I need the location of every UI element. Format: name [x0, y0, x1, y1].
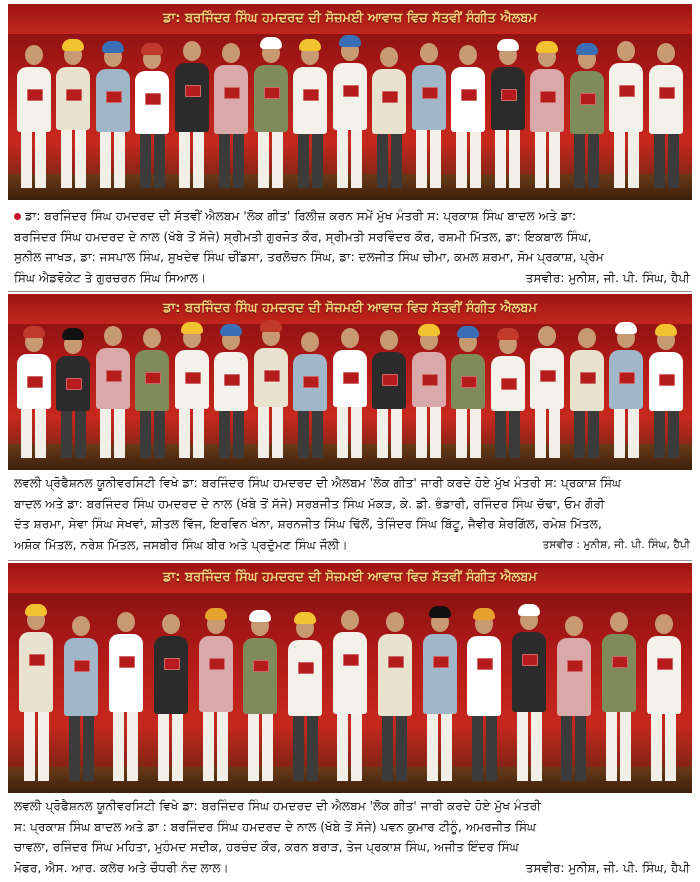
- event-photo-2: [8, 294, 692, 470]
- album-cd-icon: [264, 370, 280, 382]
- person-figure: [292, 45, 328, 188]
- album-cd-icon: [659, 87, 675, 99]
- person-figure: [371, 330, 407, 458]
- stage-banner: ਡਾ: ਬਰਜਿੰਦਰ ਸਿੰਘ ਹਮਦਰਦ ਦੀ ਸੋਜ਼ਮਈ ਆਵਾਜ਼ ਵਿਚ ਸੱਤਵੀਂ ਸੰਗੀਤ ਐਲਬਮ: [8, 294, 692, 324]
- album-cd-icon: [185, 372, 201, 384]
- person-figure: [569, 49, 605, 188]
- person-figure: [377, 612, 413, 781]
- album-cd-icon: [74, 660, 90, 672]
- album-cd-icon: [264, 87, 280, 99]
- photo-caption-3: [14, 796, 690, 878]
- album-cd-icon: [382, 374, 398, 386]
- album-cd-icon: [27, 376, 43, 388]
- album-cd-icon: [422, 374, 438, 386]
- person-figure: [490, 334, 526, 458]
- caption-line: ਸੁਨੀਲ ਜਾਖੜ, ਡਾ: ਜਸਪਾਲ ਸਿੰਘ, ਸੁਖਦੇਵ ਸਿੰਘ ਚੀਂਡਸਾ, ਤਰਲੋਚਨ ਸਿੰਘ, ਡਾ: ਦਲਜੀਤ ਸਿੰਘ ਚੀਮਾ, ਕਮਲ ਸ਼ਰਮਾ, ਸੋਮ ਪ੍ਰਕਾਸ਼, ਪ੍ਰੇਮ: [14, 250, 604, 264]
- person-figure: [422, 612, 458, 781]
- person-figure: [18, 610, 54, 781]
- person-figure: [95, 47, 131, 188]
- album-cd-icon: [388, 656, 404, 668]
- caption-line: ਲਵਲੀ ਪ੍ਰੋਫੈਸ਼ਨਲ ਯੂਨੀਵਰਸਿਟੀ ਵਿਖੇ ਡਾ: ਬਰਜਿੰਦਰ ਸਿੰਘ ਹਮਦਰਦ ਦੀ ਐਲਬਮ 'ਲੋਕ ਗੀਤ' ਜਾਰੀ ਕਰਦੇ ਹੋਏ ਮੁੱਖ ਮੰਤਰੀ: [14, 799, 541, 813]
- person-figure: [16, 332, 52, 458]
- person-figure: [608, 41, 644, 188]
- divider: [8, 291, 692, 292]
- people-group: [8, 610, 692, 781]
- person-figure: [253, 43, 289, 188]
- person-figure: [648, 43, 684, 188]
- person-figure: [529, 326, 565, 458]
- album-cd-icon: [164, 658, 180, 670]
- person-figure: [198, 614, 234, 781]
- event-photo-1: [8, 4, 692, 200]
- album-cd-icon: [501, 89, 517, 101]
- person-figure: [213, 43, 249, 188]
- album-cd-icon: [461, 376, 477, 388]
- album-cd-icon: [540, 370, 556, 382]
- album-cd-icon: [145, 372, 161, 384]
- album-cd-icon: [224, 87, 240, 99]
- album-cd-icon: [580, 93, 596, 105]
- person-figure: [371, 47, 407, 188]
- person-figure: [253, 326, 289, 458]
- photo-credit: ਤਸਵੀਰ: ਮੁਨੀਸ਼, ਜੀ. ਪੀ. ਸਿੰਘ, ਹੈਪੀ: [525, 860, 690, 875]
- caption-line: ਲਵਲੀ ਪ੍ਰੋਫੈਸ਼ਨਲ ਯੂਨੀਵਰਸਿਟੀ ਵਿਖੇ ਡਾ: ਬਰਜਿੰਦਰ ਸਿੰਘ ਹਮਦਰਦ ਦੀ ਐਲਬਮ 'ਲੋਕ ਗੀਤ' ਜਾਰੀ ਕਰਦੇ ਹੋਏ ਮੁੱਖ ਮੰਤਰੀ ਸ: ਪ੍ਰਕਾਸ਼ ਸਿੰਘ: [14, 476, 622, 490]
- caption-line: ਦੱਤ ਸ਼ਰਮਾ, ਸੇਵਾ ਸਿੰਘ ਸੇਖਵਾਂ, ਸ਼ੀਤਲ ਵਿੱਜ, ਇਰਵਿਨ ਖੰਨਾ, ਸ਼ਰਨਜੀਤ ਸਿੰਘ ਢਿੱਲੋਂ, ਤੇਜਿੰਦਰ ਸਿੰਘ ਬਿੱਟੂ, ਜੈਵੀਰ ਸ਼ੇਰਗਿੱਲ, ਰਮੇਸ਼ ਮਿੱਤਲ,: [14, 517, 602, 531]
- album-cd-icon: [185, 85, 201, 97]
- person-figure: [108, 612, 144, 781]
- event-photo-3: [8, 563, 692, 793]
- album-cd-icon: [27, 89, 43, 101]
- person-figure: [242, 616, 278, 781]
- caption-line: ਸਿੰਘ ਐਡਵੋਕੇਟ ਤੇ ਗੁਰਚਰਨ ਸਿੰਘ ਸਿਆਲ। ਤਸਵੀਰ: ਮੁਨੀਸ਼, ਜੀ. ਪੀ. ਸਿੰਘ, ਹੈਪੀ: [14, 268, 690, 289]
- album-cd-icon: [298, 662, 314, 674]
- album-cd-icon: [106, 91, 122, 103]
- person-figure: [134, 328, 170, 458]
- album-cd-icon: [382, 91, 398, 103]
- album-cd-icon: [343, 654, 359, 666]
- album-cd-icon: [567, 660, 583, 672]
- person-figure: [292, 332, 328, 458]
- album-cd-icon: [540, 91, 556, 103]
- person-figure: [332, 610, 368, 781]
- divider: [8, 560, 692, 561]
- album-cd-icon: [253, 660, 269, 672]
- album-cd-icon: [422, 87, 438, 99]
- album-cd-icon: [657, 658, 673, 670]
- person-figure: [556, 616, 592, 781]
- photo-caption-2: [14, 473, 690, 555]
- album-cd-icon: [612, 656, 628, 668]
- person-figure: [569, 328, 605, 458]
- album-cd-icon: [522, 654, 538, 666]
- album-cd-icon: [209, 658, 225, 670]
- photo-credit: ਤਸਵੀਰ : ਮੁਨੀਸ਼, ਜੀ. ਪੀ. ਸਿੰਘ, ਹੈਪੀ: [542, 538, 690, 551]
- person-figure: [55, 45, 91, 188]
- album-cd-icon: [145, 93, 161, 105]
- person-figure: [511, 610, 547, 781]
- person-figure: [174, 41, 210, 188]
- person-figure: [287, 618, 323, 781]
- person-figure: [174, 328, 210, 458]
- album-cd-icon: [477, 658, 493, 670]
- bullet-icon: [14, 213, 21, 220]
- person-figure: [466, 614, 502, 781]
- person-figure: [601, 612, 637, 781]
- photo-caption-1: [14, 206, 690, 288]
- person-figure: [153, 614, 189, 781]
- caption-line: ਚਾਵਲਾ, ਰਜਿੰਦਰ ਸਿੰਘ ਮਹਿਤਾ, ਮੁਹੰਮਦ ਸਦੀਕ, ਹਰਚੰਦ ਕੌਰ, ਕਰਨ ਬਰਾੜ, ਤੇਜ ਪ੍ਰਕਾਸ਼ ਸਿੰਘ, ਅਜੀਤ ਇੰਦਰ ਸਿੰਘ: [14, 840, 519, 854]
- album-cd-icon: [343, 372, 359, 384]
- person-figure: [608, 328, 644, 458]
- album-cd-icon: [224, 374, 240, 386]
- person-figure: [529, 47, 565, 188]
- person-figure: [411, 43, 447, 188]
- person-figure: [63, 616, 99, 781]
- person-figure: [450, 332, 486, 458]
- album-cd-icon: [106, 370, 122, 382]
- album-cd-icon: [29, 654, 45, 666]
- person-figure: [332, 328, 368, 458]
- person-figure: [411, 330, 447, 458]
- album-cd-icon: [501, 378, 517, 390]
- photo-credit: ਤਸਵੀਰ: ਮੁਨੀਸ਼, ਜੀ. ਪੀ. ਸਿੰਘ, ਹੈਪੀ: [525, 270, 690, 285]
- album-cd-icon: [619, 85, 635, 97]
- person-figure: [450, 45, 486, 188]
- album-cd-icon: [433, 656, 449, 668]
- album-cd-icon: [659, 374, 675, 386]
- person-figure: [134, 49, 170, 188]
- person-figure: [646, 614, 682, 781]
- album-cd-icon: [343, 85, 359, 97]
- caption-line: ਬਾਦਲ ਅਤੇ ਡਾ: ਬਰਜਿੰਦਰ ਸਿੰਘ ਹਮਦਰਦ ਦੇ ਨਾਲ (ਖੱਬੇ ਤੋਂ ਸੱਜੇ) ਸਰਬਜੀਤ ਸਿੰਘ ਮੱਕੜ, ਕੇ. ਡੀ. ਭੰਡਾਰੀ, ਰਜਿੰਦਰ ਸਿੰਘ ਚੱਢਾ, ਓਮ ਗੌਰੀ: [14, 496, 605, 511]
- caption-line: ਅਸ਼ੋਕ ਮਿੱਤਲ, ਨਰੇਸ਼ ਮਿੱਤਲ, ਜਸਬੀਰ ਸਿੰਘ ਬੀਰ ਅਤੇ ਪ੍ਰਦੁੱਮਣ ਸਿੰਘ ਜੌਲੀ। ਤਸਵੀਰ : ਮੁਨੀਸ਼, ਜੀ. ਪੀ. ਸਿੰਘ, ਹੈਪੀ: [14, 535, 690, 556]
- caption-line: ਡਾ: ਬਰਜਿੰਦਰ ਸਿੰਘ ਹਮਦਰਦ ਦੀ ਸੱਤਵੀਂ ਐਲਬਮ 'ਲੋਕ ਗੀਤ' ਰਿਲੀਜ਼ ਕਰਨ ਸਮੇਂ ਮੁੱਖ ਮੰਤਰੀ ਸ: ਪ੍ਰਕਾਸ਼ ਸਿੰਘ ਬਾਦਲ ਅਤੇ ਡਾ:: [14, 206, 690, 227]
- person-figure: [332, 41, 368, 188]
- album-cd-icon: [619, 372, 635, 384]
- album-cd-icon: [461, 89, 477, 101]
- person-figure: [55, 334, 91, 458]
- people-group: [8, 41, 692, 188]
- person-figure: [490, 45, 526, 188]
- people-group: [8, 326, 692, 458]
- person-figure: [95, 326, 131, 458]
- caption-line: ਸ: ਪ੍ਰਕਾਸ਼ ਸਿੰਘ ਬਾਦਲ ਅਤੇ ਡਾ : ਬਰਜਿੰਦਰ ਸਿੰਘ ਹਮਦਰਦ ਦੇ ਨਾਲ (ਖੱਬੇ ਤੋਂ ਸੱਜੇ) ਪਵਨ ਕੁਮਾਰ ਟੀਨੂੰ, ਅਮਰਜੀਤ ਸਿੰਘ: [14, 819, 537, 834]
- person-figure: [213, 330, 249, 458]
- album-cd-icon: [119, 656, 135, 668]
- person-figure: [648, 330, 684, 458]
- stage-banner: ਡਾ: ਬਰਜਿੰਦਰ ਸਿੰਘ ਹਮਦਰਦ ਦੀ ਸੋਜ਼ਮਈ ਆਵਾਜ਼ ਵਿਚ ਸੱਤਵੀਂ ਸੰਗੀਤ ਐਲਬਮ: [8, 563, 692, 593]
- caption-line: ਮੋਫਰ, ਐਸ. ਆਰ. ਕਲੇਰ ਅਤੇ ਚੌਧਰੀ ਨੰਦ ਲਾਲ। ਤਸਵੀਰ: ਮੁਨੀਸ਼, ਜੀ. ਪੀ. ਸਿੰਘ, ਹੈਪੀ: [14, 858, 690, 879]
- person-figure: [16, 45, 52, 188]
- album-cd-icon: [303, 376, 319, 388]
- album-cd-icon: [66, 89, 82, 101]
- album-cd-icon: [580, 372, 596, 384]
- album-cd-icon: [66, 378, 82, 390]
- caption-line: ਬਰਜਿੰਦਰ ਸਿੰਘ ਹਮਦਰਦ ਦੇ ਨਾਲ (ਖੱਬੇ ਤੋਂ ਸੱਜੇ) ਸ੍ਰੀਮਤੀ ਗੁਰਜੋਤ ਕੌਰ, ਸ੍ਰੀਮਤੀ ਸਰਵਿੰਦਰ ਕੌਰ, ਰਸ਼ਮੀ ਮਿੱਤਲ, ਡਾ: ਇਕਬਾਲ ਸਿੰਘ,: [14, 229, 592, 244]
- album-cd-icon: [303, 89, 319, 101]
- stage-banner: ਡਾ: ਬਰਜਿੰਦਰ ਸਿੰਘ ਹਮਦਰਦ ਦੀ ਸੋਜ਼ਮਈ ਆਵਾਜ਼ ਵਿਚ ਸੱਤਵੀਂ ਸੰਗੀਤ ਐਲਬਮ: [8, 4, 692, 34]
